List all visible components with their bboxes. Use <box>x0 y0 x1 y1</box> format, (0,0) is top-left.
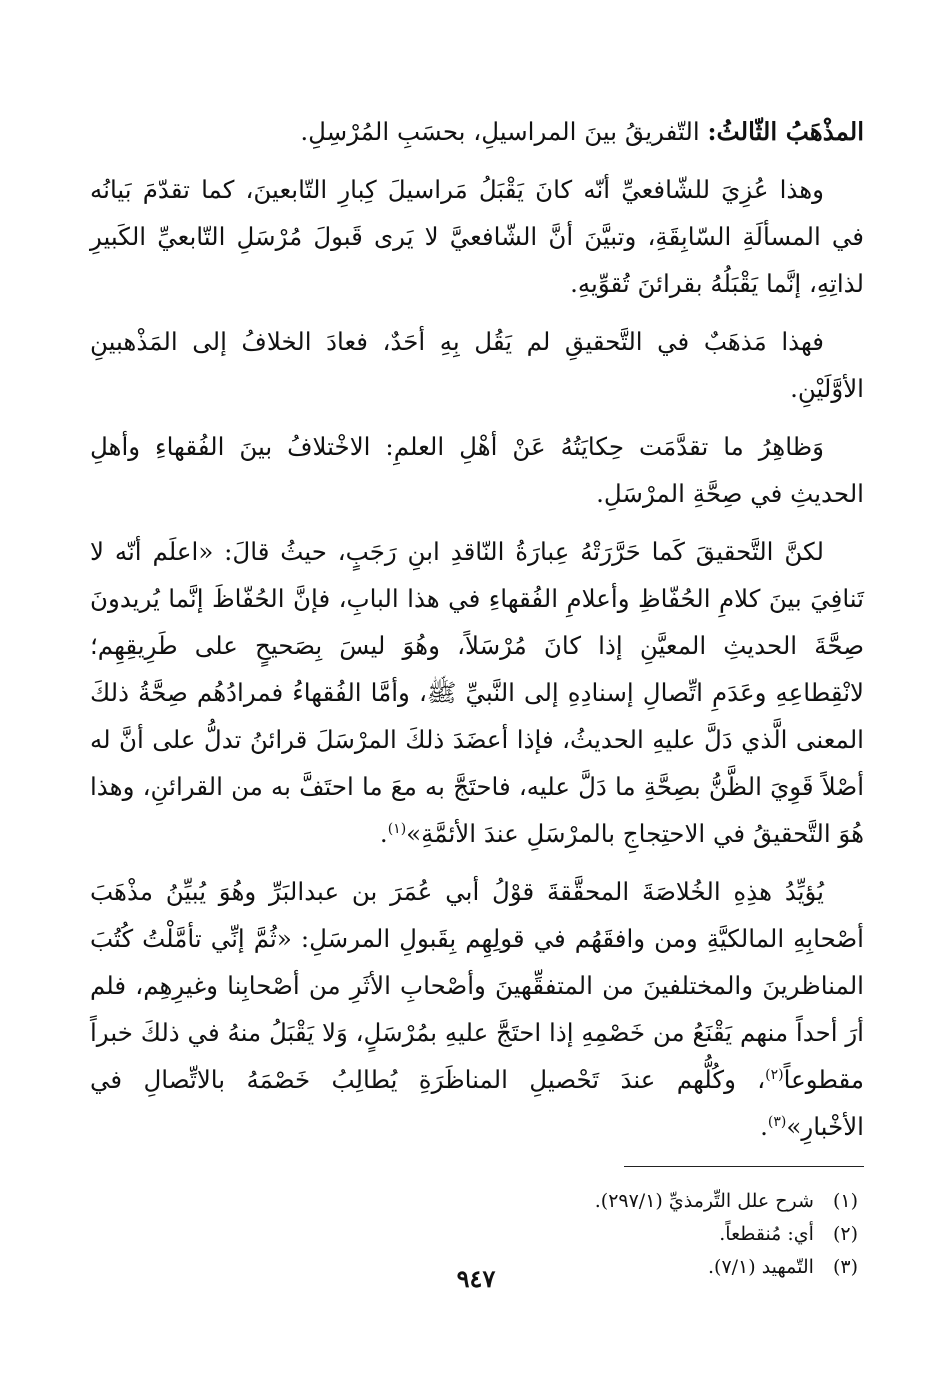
footnote-number: (١) <box>832 1190 858 1212</box>
body-paragraph: وَظاهِرُ ما تقدَّمَت حِكايَتُهُ عَنْ أهْلِ العلمِ: الاخْتلافُ بينَ الفُقهاءِ وأهلِ الحديثِ في صِحَّةِ المرْسَلِ. <box>90 432 864 508</box>
quote-end: . <box>379 819 388 848</box>
footnote-item <box>90 1185 864 1218</box>
footnote-item <box>90 1218 864 1251</box>
quote-paragraph-ibn-rajab <box>90 528 864 857</box>
footnote-ref-3[interactable]: (٣) <box>767 1114 787 1130</box>
footnote-divider <box>624 1166 864 1167</box>
footnote-text: أي: مُنقطعاً. <box>719 1223 814 1245</box>
body-paragraph: فهذا مَذهَبٌ في التَّحقيقِ لم يَقُل بِهِ أحَدٌ، فعادَ الخلافُ إلى المَذْهبينِ الأوَّلَيْنِ. <box>90 327 864 403</box>
footnote-ref-2[interactable]: (٢) <box>765 1067 784 1083</box>
footnote-number: (٢) <box>832 1223 858 1245</box>
footnote-ref-1[interactable]: (١) <box>387 821 407 837</box>
heading-paragraph <box>90 108 864 155</box>
footnote-number: (٣) <box>832 1256 858 1278</box>
quote-text: يُؤيِّدُ هذِهِ الخُلاصَةَ المحقَّقةَ قوْلُ أبي عُمَرَ بن عبدالبَرِّ وهُوَ يُبيِّنُ مذْهَبَ أصْحابِهِ المالكيَّةِ ومن وافقَهُم في قولِهِم بِقَبولِ المرسَلِ: «ثُمَّ إنِّي تأمَّلْتُ كُتُبَ المناظرينَ والمختلفينَ من المتفقِّهينَ وأصْحابِ الأثَرِ من أصْحابِنا وغيرِهِم، فلم أرَ أحداً منهم يَقْنَعُ من خَصْمِهِ إذا احتَجَّ عليهِ بمُرْسَلٍ، وَلا يَقْبَلُ منهُ في ذلكَ خبراً مقطوعاً <box>90 877 864 1094</box>
footnote-text: التّمهيد (٧/١). <box>707 1256 814 1278</box>
quote-text: لكنَّ التَّحقيقَ كَما حَرَّرَتْهُ عِبارَةُ النّاقدِ ابنِ رَجَبٍ، حيثُ قالَ: «اعلَم أنّه لا تَنافِيَ بينَ كلامِ الحُفّاظِ وأعلامِ الفُقهاءِ في هذا البابِ، فإنَّ الحُفّاظَ إنَّما يُريدونَ صِحَّةَ الحديثِ المعيَّنِ إذا كانَ مُرْسَلاً، وهُوَ ليسَ بِصَحيحٍ على طَرِيقِهِم؛ لانْقِطاعِهِ وعَدَمِ اتِّصالِ إسنادِهِ إلى النَّبيِّ ﷺ، وأمَّا الفُقهاءُ فمرادُهُم صِحَّةُ ذلكَ المعنى الَّذي دَلَّ عليهِ الحديثُ، فإذا أعضَدَ ذلكَ المرْسَلَ قرائنُ تدلُّ على أنَّ له أصْلاً قَوِيَ الظَّنُّ بصِحَّةِ ما دَلَّ عليه، فاحتَجَّ به معَ ما احتَفَّ به من القرائنِ، وهذا هُوَ التَّحقيقُ في الاحتِجاجِ بالمرْسَلِ عندَ الأئمَّةِ» <box>90 537 864 848</box>
quote-end: . <box>760 1112 768 1141</box>
footnote-text: شرح علل التِّرمذيِّ (٢٩٧/١). <box>594 1190 814 1212</box>
quote-text-continued: ، وكُلُّهم عندَ تَحْصيلِ المناظَرَةِ يُطالِبُ خَصْمَهُ بالاتِّصالِ في الأخْبارِ» <box>90 1065 864 1141</box>
quote-paragraph-ibn-abdilbarr <box>90 868 864 1150</box>
page-number: ٩٤٧ <box>456 1264 496 1293</box>
body-paragraph: وهذا عُزِيَ للشّافعيِّ أنّه كانَ يَقْبَلُ مَراسيلَ كِبارِ التّابعينَ، كما تقدّمَ بَيانُه في المسألَةِ السّابِقَةِ، وتبيَّنَ أنَّ الشّافعيَّ لا يَرى قَبولَ مُرْسَلِ التّابعيِّ الكَبيرِ لذاتِهِ، إنَّما يَقْبَلُهُ بقرائنَ تُقوِّيهِ. <box>90 175 864 298</box>
section-heading-text: التّفريقُ بينَ المراسيلِ، بحسَبِ المُرْسِلِ. <box>300 117 708 146</box>
section-heading-label: المذْهَبُ الثّالثُ: <box>707 117 864 146</box>
